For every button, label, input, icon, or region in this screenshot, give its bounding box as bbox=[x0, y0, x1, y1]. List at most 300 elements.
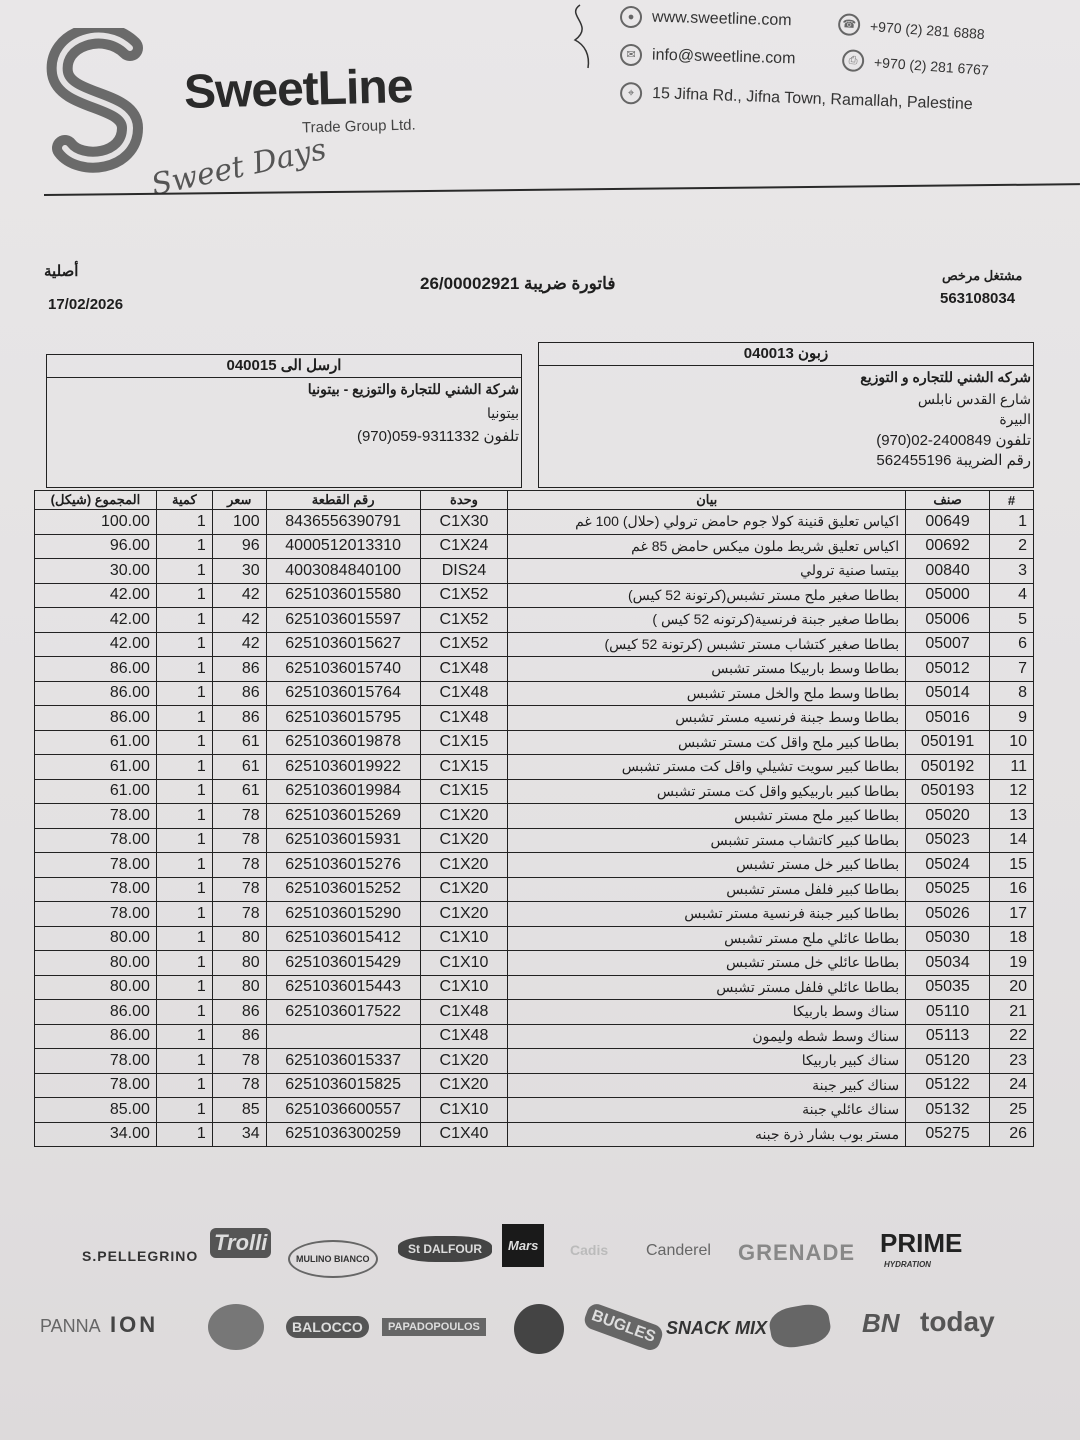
cell-qty: 1 bbox=[156, 804, 212, 829]
ship-to-name: شركة الشني للتجارة والتوزيع - بيتونيا bbox=[307, 381, 519, 397]
cell-qty: 1 bbox=[156, 975, 212, 1000]
cell-qty: 1 bbox=[156, 779, 212, 804]
cell-index: 15 bbox=[990, 853, 1034, 878]
table-row bbox=[35, 975, 1034, 1000]
cell-unit: C1X48 bbox=[420, 657, 508, 682]
cell-qty: 1 bbox=[156, 755, 212, 780]
cell-price: 78 bbox=[212, 902, 266, 927]
cell-unit: C1X15 bbox=[420, 755, 508, 780]
cell-description: بطاطا كبير كاتشاب مستر تشبس bbox=[508, 828, 906, 853]
cell-code: 05000 bbox=[906, 583, 990, 608]
cell-index: 12 bbox=[990, 779, 1034, 804]
cell-price: 78 bbox=[212, 1073, 266, 1098]
table-row bbox=[35, 608, 1034, 633]
cell-unit: C1X40 bbox=[420, 1122, 508, 1147]
cell-qty: 1 bbox=[156, 583, 212, 608]
cell-qty: 1 bbox=[156, 706, 212, 731]
cell-total: 80.00 bbox=[35, 951, 157, 976]
cell-part-number: 6251036015337 bbox=[266, 1049, 420, 1074]
cell-description: بطاطا عائلي فلفل مستر تشبس bbox=[508, 975, 906, 1000]
cell-code: 05113 bbox=[906, 1024, 990, 1049]
cell-index: 7 bbox=[990, 657, 1034, 682]
cell-description: اكياس تعليق شريط ملون ميكس حامض 85 غم bbox=[508, 534, 906, 559]
cell-total: 78.00 bbox=[35, 1049, 157, 1074]
cell-index: 22 bbox=[990, 1024, 1034, 1049]
cell-unit: C1X20 bbox=[420, 1049, 508, 1074]
brand-logo: SNACK MIX bbox=[666, 1318, 768, 1338]
customer-box bbox=[538, 342, 1034, 488]
cell-code: 05007 bbox=[906, 632, 990, 657]
cell-qty: 1 bbox=[156, 681, 212, 706]
cell-total: 86.00 bbox=[35, 1000, 157, 1025]
cell-code: 05012 bbox=[906, 657, 990, 682]
customer-city: البيرة bbox=[999, 411, 1031, 427]
cell-code: 05110 bbox=[906, 1000, 990, 1025]
cell-qty: 1 bbox=[156, 510, 212, 535]
invoice-date: 17/02/2026 bbox=[48, 296, 124, 313]
cell-description: بطاطا صغير كتشاب مستر تشبس (كرتونة 52 كيس) bbox=[508, 632, 906, 657]
cell-index: 25 bbox=[990, 1098, 1034, 1123]
cell-part-number: 6251036015931 bbox=[266, 828, 420, 853]
col-qty-header: كمية bbox=[156, 491, 212, 510]
cell-part-number bbox=[266, 1024, 420, 1049]
cell-part-number: 6251036015627 bbox=[266, 632, 420, 657]
col-idx-header: # bbox=[990, 491, 1034, 510]
cell-description: بطاطا كبير جبنة فرنسية مستر تشبس bbox=[508, 902, 906, 927]
cell-qty: 1 bbox=[156, 1049, 212, 1074]
cell-price: 78 bbox=[212, 853, 266, 878]
table-row bbox=[35, 1098, 1034, 1123]
cell-price: 80 bbox=[212, 975, 266, 1000]
cell-unit: C1X20 bbox=[420, 804, 508, 829]
brand-logo: St DALFOUR bbox=[398, 1236, 492, 1262]
cell-total: 30.00 bbox=[35, 559, 157, 584]
website-contact bbox=[620, 6, 792, 32]
cell-index: 2 bbox=[990, 534, 1034, 559]
email-contact bbox=[620, 44, 796, 71]
cell-total: 78.00 bbox=[35, 828, 157, 853]
cell-index: 17 bbox=[990, 902, 1034, 927]
table-row bbox=[35, 1000, 1034, 1025]
cell-qty: 1 bbox=[156, 877, 212, 902]
cell-index: 19 bbox=[990, 951, 1034, 976]
address-contact bbox=[620, 82, 973, 116]
website-text: www.sweetline.com bbox=[651, 8, 792, 30]
customer-tax: رقم الضريبة 562455196 bbox=[876, 452, 1031, 469]
brand-logo bbox=[208, 1304, 264, 1350]
cell-part-number: 6251036015825 bbox=[266, 1073, 420, 1098]
cell-part-number: 4003084840100 bbox=[266, 559, 420, 584]
cell-index: 3 bbox=[990, 559, 1034, 584]
cell-total: 61.00 bbox=[35, 730, 157, 755]
cell-code: 00649 bbox=[906, 510, 990, 535]
cell-qty: 1 bbox=[156, 534, 212, 559]
ship-to-header: ارسل الى 040015 bbox=[47, 355, 521, 378]
table-row bbox=[35, 1024, 1034, 1049]
cell-price: 61 bbox=[212, 730, 266, 755]
cell-qty: 1 bbox=[156, 1024, 212, 1049]
cell-code: 05275 bbox=[906, 1122, 990, 1147]
table-row bbox=[35, 583, 1034, 608]
cell-index: 18 bbox=[990, 926, 1034, 951]
ship-to-phone: تلفون 9311332-059(970) bbox=[356, 428, 519, 445]
location-pin-icon: ⌖ bbox=[620, 82, 643, 105]
cell-description: بطاطا كبير سويت تشيلي واقل كت مستر تشبس bbox=[508, 755, 906, 780]
cell-unit: C1X15 bbox=[420, 730, 508, 755]
table-row bbox=[35, 902, 1034, 927]
ship-to-box bbox=[46, 354, 522, 488]
cell-total: 78.00 bbox=[35, 853, 157, 878]
brand-logo: BUGLES bbox=[582, 1301, 665, 1352]
cell-code: 05120 bbox=[906, 1049, 990, 1074]
cell-description: بطاطا كبير ملح مستر تشبس bbox=[508, 804, 906, 829]
table-row bbox=[35, 951, 1034, 976]
cell-part-number: 6251036015580 bbox=[266, 583, 420, 608]
cell-qty: 1 bbox=[156, 730, 212, 755]
cell-unit: C1X52 bbox=[420, 632, 508, 657]
cell-unit: C1X48 bbox=[420, 1000, 508, 1025]
cell-code: 05006 bbox=[906, 608, 990, 633]
cell-description: بيتسا صنية ترولي bbox=[508, 559, 906, 584]
table-row bbox=[35, 559, 1034, 584]
cell-part-number: 6251036015269 bbox=[266, 804, 420, 829]
cell-index: 8 bbox=[990, 681, 1034, 706]
cell-qty: 1 bbox=[156, 632, 212, 657]
cell-unit: C1X20 bbox=[420, 902, 508, 927]
cell-description: مستر بوب بشار ذرة جبنه bbox=[508, 1122, 906, 1147]
cell-description: بطاطا كبير خل مستر تشبس bbox=[508, 853, 906, 878]
invoice-title: فاتورة ضريبة 26/00002921 bbox=[420, 274, 616, 293]
cell-total: 86.00 bbox=[35, 1024, 157, 1049]
cell-qty: 1 bbox=[156, 1073, 212, 1098]
cell-unit: C1X52 bbox=[420, 583, 508, 608]
table-header-row bbox=[35, 491, 1034, 510]
cell-index: 26 bbox=[990, 1122, 1034, 1147]
cell-total: 61.00 bbox=[35, 779, 157, 804]
cell-price: 86 bbox=[212, 681, 266, 706]
col-desc-header: بيان bbox=[508, 491, 906, 510]
table-row bbox=[35, 681, 1034, 706]
cell-part-number: 8436556390791 bbox=[266, 510, 420, 535]
cell-total: 42.00 bbox=[35, 608, 157, 633]
cell-index: 24 bbox=[990, 1073, 1034, 1098]
table-row bbox=[35, 706, 1034, 731]
cell-index: 14 bbox=[990, 828, 1034, 853]
cell-code: 05122 bbox=[906, 1073, 990, 1098]
phone-contact bbox=[837, 13, 985, 45]
cell-price: 78 bbox=[212, 1049, 266, 1074]
cell-code: 05016 bbox=[906, 706, 990, 731]
brand-subtitle: Trade Group Ltd. bbox=[301, 116, 416, 137]
cell-price: 78 bbox=[212, 828, 266, 853]
cell-total: 42.00 bbox=[35, 632, 157, 657]
cell-part-number: 6251036019984 bbox=[266, 779, 420, 804]
cell-price: 61 bbox=[212, 755, 266, 780]
table-row bbox=[35, 657, 1034, 682]
cell-part-number: 6251036019878 bbox=[266, 730, 420, 755]
col-total-header: المجموع (شيكل) bbox=[35, 491, 157, 510]
cell-unit: C1X48 bbox=[420, 706, 508, 731]
cell-total: 78.00 bbox=[35, 1073, 157, 1098]
fax-icon: ⎙ bbox=[841, 49, 864, 72]
cell-part-number: 6251036019922 bbox=[266, 755, 420, 780]
cell-total: 86.00 bbox=[35, 657, 157, 682]
cell-part-number: 6251036017522 bbox=[266, 1000, 420, 1025]
col-part-header: رقم القطعة bbox=[266, 491, 420, 510]
cell-total: 86.00 bbox=[35, 681, 157, 706]
cell-description: سناك وسط باربيكا bbox=[508, 1000, 906, 1025]
brand-logo-sub: HYDRATION bbox=[884, 1260, 931, 1269]
cell-code: 05014 bbox=[906, 681, 990, 706]
cell-part-number: 6251036015443 bbox=[266, 975, 420, 1000]
table-row bbox=[35, 877, 1034, 902]
cell-description: بطاطا عائلي ملح مستر تشبس bbox=[508, 926, 906, 951]
cell-index: 6 bbox=[990, 632, 1034, 657]
cell-part-number: 6251036015412 bbox=[266, 926, 420, 951]
cell-code: 00840 bbox=[906, 559, 990, 584]
cell-unit: C1X30 bbox=[420, 510, 508, 535]
cell-qty: 1 bbox=[156, 926, 212, 951]
cell-unit: C1X24 bbox=[420, 534, 508, 559]
col-price-header: سعر bbox=[212, 491, 266, 510]
customer-phone: تلفون 2400849-02(970) bbox=[876, 432, 1031, 449]
items-table-wrap bbox=[34, 490, 1034, 1147]
cell-part-number: 6251036015597 bbox=[266, 608, 420, 633]
cell-total: 78.00 bbox=[35, 804, 157, 829]
cell-price: 42 bbox=[212, 608, 266, 633]
cell-index: 16 bbox=[990, 877, 1034, 902]
cell-unit: C1X10 bbox=[420, 1098, 508, 1123]
cell-price: 42 bbox=[212, 632, 266, 657]
table-row bbox=[35, 755, 1034, 780]
cell-price: 96 bbox=[212, 534, 266, 559]
cell-qty: 1 bbox=[156, 828, 212, 853]
cell-description: بطاطا كبير باربيكيو واقل كت مستر تشبس bbox=[508, 779, 906, 804]
fax-text: +970 (2) 281 6767 bbox=[873, 54, 990, 79]
brand-logo: PAPADOPOULOS bbox=[382, 1318, 486, 1336]
table-row bbox=[35, 510, 1034, 535]
globe-icon: ● bbox=[620, 6, 643, 29]
table-row bbox=[35, 828, 1034, 853]
cell-qty: 1 bbox=[156, 1122, 212, 1147]
cell-description: سناك كبير جبنة bbox=[508, 1073, 906, 1098]
cell-description: بطاطا صغير ملح مستر تشبس(كرتونة 52 كيس) bbox=[508, 583, 906, 608]
table-row bbox=[35, 926, 1034, 951]
cell-unit: C1X10 bbox=[420, 926, 508, 951]
brand-logo: Canderel bbox=[646, 1242, 711, 1259]
cell-index: 5 bbox=[990, 608, 1034, 633]
col-unit-header: وحدة bbox=[420, 491, 508, 510]
table-row bbox=[35, 804, 1034, 829]
cell-description: بطاطا كبير ملح واقل كت مستر تشبس bbox=[508, 730, 906, 755]
cell-unit: C1X20 bbox=[420, 1073, 508, 1098]
items-table bbox=[34, 490, 1034, 1147]
cell-part-number: 4000512013310 bbox=[266, 534, 420, 559]
scribble-mark-icon bbox=[560, 0, 610, 70]
cell-description: سناك وسط شطه وليمون bbox=[508, 1024, 906, 1049]
cell-description: بطاطا وسط جبنة فرنسيه مستر تشبس bbox=[508, 706, 906, 731]
cell-description: اكياس تعليق قنينة كولا جوم حامض ترولي (حلال) 100 غم bbox=[508, 510, 906, 535]
cell-index: 20 bbox=[990, 975, 1034, 1000]
cell-index: 23 bbox=[990, 1049, 1034, 1074]
original-label: أصلية bbox=[44, 263, 79, 280]
table-row bbox=[35, 1122, 1034, 1147]
ship-to-city: بيتونيا bbox=[487, 405, 519, 421]
cell-unit: C1X48 bbox=[420, 1024, 508, 1049]
table-row bbox=[35, 632, 1034, 657]
cell-price: 78 bbox=[212, 877, 266, 902]
cell-code: 050191 bbox=[906, 730, 990, 755]
cell-description: بطاطا وسط ملح والخل مستر تشبس bbox=[508, 681, 906, 706]
cell-unit: C1X20 bbox=[420, 877, 508, 902]
cell-qty: 1 bbox=[156, 608, 212, 633]
cell-price: 80 bbox=[212, 926, 266, 951]
cell-description: بطاطا صغير جبنة فرنسية(كرتونه 52 كيس ) bbox=[508, 608, 906, 633]
cell-index: 21 bbox=[990, 1000, 1034, 1025]
table-row bbox=[35, 779, 1034, 804]
cell-part-number: 6251036015252 bbox=[266, 877, 420, 902]
table-row bbox=[35, 1073, 1034, 1098]
cell-total: 86.00 bbox=[35, 706, 157, 731]
table-row bbox=[35, 1049, 1034, 1074]
cell-code: 05024 bbox=[906, 853, 990, 878]
table-row bbox=[35, 730, 1034, 755]
brand-logo: GRENADE bbox=[738, 1240, 856, 1265]
cell-index: 13 bbox=[990, 804, 1034, 829]
email-text: info@sweetline.com bbox=[651, 46, 796, 68]
brand-logo: PANNA bbox=[40, 1316, 101, 1336]
cell-unit: C1X20 bbox=[420, 828, 508, 853]
customer-name: شركه الشني للتجاره و التوزيع bbox=[860, 369, 1031, 385]
licensed-label: مشتغل مرخص bbox=[942, 268, 1023, 283]
cell-qty: 1 bbox=[156, 902, 212, 927]
cell-index: 1 bbox=[990, 510, 1034, 535]
cell-total: 96.00 bbox=[35, 534, 157, 559]
cell-price: 86 bbox=[212, 657, 266, 682]
cell-part-number: 6251036015429 bbox=[266, 951, 420, 976]
licensed-number: 563108034 bbox=[940, 290, 1016, 307]
cell-code: 05034 bbox=[906, 951, 990, 976]
cell-unit: C1X10 bbox=[420, 951, 508, 976]
cell-price: 86 bbox=[212, 1000, 266, 1025]
cell-qty: 1 bbox=[156, 657, 212, 682]
cell-price: 100 bbox=[212, 510, 266, 535]
cell-unit: C1X20 bbox=[420, 853, 508, 878]
cell-unit: C1X10 bbox=[420, 975, 508, 1000]
cell-code: 05030 bbox=[906, 926, 990, 951]
table-row bbox=[35, 853, 1034, 878]
cell-total: 85.00 bbox=[35, 1098, 157, 1123]
brand-logo: BN bbox=[862, 1308, 900, 1338]
address-text: 15 Jifna Rd., Jifna Town, Ramallah, Palestine bbox=[651, 84, 973, 114]
phone-icon: ☎ bbox=[837, 13, 860, 36]
brand-logo: Trolli bbox=[210, 1228, 271, 1258]
cell-price: 42 bbox=[212, 583, 266, 608]
cell-price: 78 bbox=[212, 804, 266, 829]
cell-code: 05035 bbox=[906, 975, 990, 1000]
cell-price: 85 bbox=[212, 1098, 266, 1123]
brand-name: SweetLine bbox=[183, 60, 414, 119]
cell-description: بطاطا عائلي خل مستر تشبس bbox=[508, 951, 906, 976]
cell-total: 42.00 bbox=[35, 583, 157, 608]
cell-code: 05026 bbox=[906, 902, 990, 927]
cell-unit: C1X52 bbox=[420, 608, 508, 633]
cell-code: 050192 bbox=[906, 755, 990, 780]
cell-total: 78.00 bbox=[35, 902, 157, 927]
customer-header: زبون 040013 bbox=[539, 343, 1033, 366]
cell-price: 61 bbox=[212, 779, 266, 804]
brand-logo: today bbox=[920, 1306, 995, 1337]
cell-index: 10 bbox=[990, 730, 1034, 755]
brand-logo: BALOCCO bbox=[286, 1316, 369, 1338]
cell-total: 100.00 bbox=[35, 510, 157, 535]
cell-code: 05132 bbox=[906, 1098, 990, 1123]
cell-part-number: 6251036015276 bbox=[266, 853, 420, 878]
cell-index: 4 bbox=[990, 583, 1034, 608]
brand-logo: PRIME bbox=[880, 1228, 963, 1258]
phone-text: +970 (2) 281 6888 bbox=[869, 18, 986, 43]
cell-unit: C1X15 bbox=[420, 779, 508, 804]
cell-description: سناك عائلي جبنة bbox=[508, 1098, 906, 1123]
cell-part-number: 6251036015290 bbox=[266, 902, 420, 927]
brand-logo: Cadis bbox=[570, 1242, 609, 1258]
fax-contact bbox=[841, 49, 989, 81]
cell-qty: 1 bbox=[156, 559, 212, 584]
cell-qty: 1 bbox=[156, 853, 212, 878]
brand-logo: ION bbox=[110, 1312, 159, 1337]
cell-total: 80.00 bbox=[35, 926, 157, 951]
table-row bbox=[35, 534, 1034, 559]
cell-index: 9 bbox=[990, 706, 1034, 731]
cell-description: بطاطا كبير فلفل مستر تشبس bbox=[508, 877, 906, 902]
cell-total: 34.00 bbox=[35, 1122, 157, 1147]
cell-price: 80 bbox=[212, 951, 266, 976]
brand-logos bbox=[30, 1220, 1070, 1370]
brand-logo bbox=[514, 1304, 564, 1354]
cell-total: 80.00 bbox=[35, 975, 157, 1000]
slogan: Sweet Days bbox=[148, 131, 330, 204]
cell-unit: C1X48 bbox=[420, 681, 508, 706]
col-code-header: صنف bbox=[906, 491, 990, 510]
customer-street: شارع القدس نابلس bbox=[917, 391, 1031, 407]
sweetline-logo-icon bbox=[45, 28, 155, 178]
cell-price: 86 bbox=[212, 706, 266, 731]
cell-code: 050193 bbox=[906, 779, 990, 804]
cell-part-number: 6251036015740 bbox=[266, 657, 420, 682]
brand-logo: Mars bbox=[502, 1224, 544, 1267]
mail-icon: ✉ bbox=[620, 44, 643, 67]
cell-qty: 1 bbox=[156, 951, 212, 976]
cell-unit: DIS24 bbox=[420, 559, 508, 584]
cell-part-number: 6251036600557 bbox=[266, 1098, 420, 1123]
cell-price: 30 bbox=[212, 559, 266, 584]
cell-qty: 1 bbox=[156, 1098, 212, 1123]
cell-total: 78.00 bbox=[35, 877, 157, 902]
brand-logo: MULINO BIANCO bbox=[288, 1240, 378, 1278]
cell-code: 05025 bbox=[906, 877, 990, 902]
cell-index: 11 bbox=[990, 755, 1034, 780]
cell-part-number: 6251036015764 bbox=[266, 681, 420, 706]
cell-part-number: 6251036300259 bbox=[266, 1122, 420, 1147]
cell-price: 34 bbox=[212, 1122, 266, 1147]
brand-logo bbox=[767, 1301, 833, 1351]
cell-description: بطاطا وسط باربيكا مستر تشبس bbox=[508, 657, 906, 682]
cell-description: سناك كبير باربيكا bbox=[508, 1049, 906, 1074]
cell-code: 00692 bbox=[906, 534, 990, 559]
cell-code: 05020 bbox=[906, 804, 990, 829]
brand-logo: S.PELLEGRINO bbox=[82, 1248, 199, 1264]
cell-part-number: 6251036015795 bbox=[266, 706, 420, 731]
